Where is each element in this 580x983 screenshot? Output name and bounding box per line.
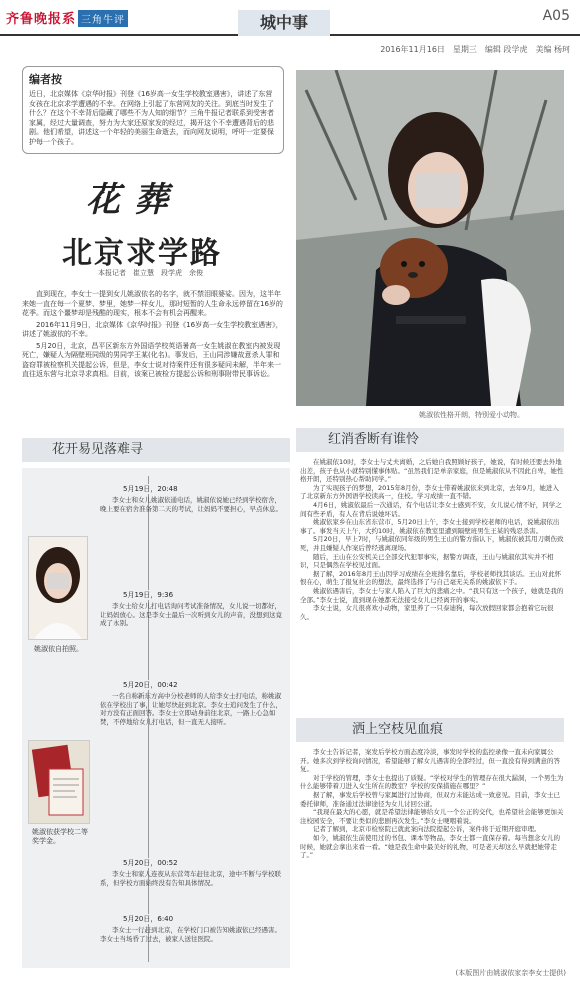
timeline-date: 5月19日，20:48 [120,484,181,494]
timeline-date: 5月20日，00:52 [120,858,181,868]
timeline-text: 李女士和家人连夜从东营驾车赶往北京，途中不断与学校联系，但学校方面始终没有告知具体情况。 [100,870,281,887]
body-paragraph: 如今，姚淑依生前使用过的书包、课本等物品，李女士都一直保存着。每当想念女儿的时候，她就会拿出来看一看。“她是我生命中最美好的礼物，可是老天却这么早就把她带走了。” [300,833,560,860]
body-paragraph: 4月6日，姚淑依最后一次通话，有个电话让李女士感到不安，女儿说心情不好，同学之间有些矛盾，有人在背后说她坏话。 [300,500,562,518]
selfie-caption: 姚淑依自拍照。 [34,645,83,653]
logo-text: 齐鲁晚报 [6,12,63,27]
article-kicker: 花葬 [86,180,182,220]
main-photo [296,70,564,406]
logo-tag: 三角牛评 [78,10,128,27]
body-paragraph: 随后，王山在公安机关已全部交代犯罪事实，据警方调查，王山与姚淑依其实并不相识，只是偶然在学校见过面。 [300,552,554,570]
body-paragraph: 为了实现孩子的梦想，2015年8月份，李女士带着姚淑依来到北京，去年9月，她进入了北京新东方外国语学校读高一，住校。学习成绩一直不错。 [300,483,559,501]
lead-paragraph: 直到现在，李女士一提到女儿姚淑依名的名字，就不禁泪眼婆娑。因为，这半年来她一直在每一个夏梦、梦里，她梦一样女儿，那时短暂的人生命永远停留在16岁的花季。而这个噩梦却是残酷的现实，根本不会有机会再醒来。 [22,290,283,317]
timeline-text: 一名自称新东方高中分校老师的人给李女士打电话，称姚淑依在学校出了事，让她尽快赶到北京。李女士追问发生了什么，对方没有正面回答。李女士立即动身前往北京，一路上心急如焚，不停地给女儿打电话，但一直无人接听。 [100,692,282,726]
timeline-date: 5月20日，00:42 [120,680,181,690]
dateline: 2016年11月16日 星期三 编辑 段学虎 美编 杨珂 [380,45,570,54]
body-paragraph: 5月20日，早上7时，与姚淑依同年级的男生王山的警方指认下，姚淑依被其用刀刺伤致死，并且嫌疑人作案后曾经逃离现场。 [300,535,564,552]
body-paragraph: 记者了解到，北京市检察院已就此案向法院提起公诉，案件将于近期开庭审理。 [313,825,541,834]
body-paragraph: 姚淑依家乡在山东省东营市，5月20日上午，李女士接到学校老师的电话，说姚淑依出事了。事发当天上午，大约10时，姚淑依在教室里遭到隔壁班男生王某的残忍杀害。 [300,518,560,535]
air-section-body [300,748,564,860]
timeline-text: 李女士和女儿姚淑依通电话，姚淑依说她已经到学校宿舍，晚上要在宿舍准备第二天的考试，让妈妈不要担心，早点休息。 [100,496,282,513]
byline: 本报记者 崔立慧 段学虎 余俊 [98,269,203,277]
selfie-photo [28,536,88,640]
editor-note-body: 近日，北京媒体《京华时报》刊登《16岁高一女生学校教室遇害》，讲述了东营女孩在北京求学遭遇的不幸。在网络上引起了东营网友的关注。到底当时发生了什么？在这个不幸背后隐藏了哪些不为人知的细节？三角牛报记者联系到受害者家属，经过大量调查，努力为大家还原家发的经过，揭开这个不幸遭遇背后的悲剧。他们希望，讲述这一个年轻的美丽生命逝去，而向网友说明，呼吁一定要保护每一个孩子。 [29,90,274,146]
girl-with-dog-photo [296,70,564,406]
newspaper-logo [6,8,128,27]
body-paragraph: 对于学校的管理，李女士也提出了质疑。“学校对学生的管理存在很大漏洞，一个男生为什么能够带着刀进入女生所在的教室？学校的安保措施在哪里？” [300,773,564,791]
editor-note-title: 编者按 [29,73,62,86]
red-section-body [300,458,564,621]
body-paragraph: 李女士告诉记者，案发后学校方面态度冷淡，事发时学校的监控录像一直未向家属公开。她多次到学校询问情况，希望能够了解女儿遇害的全部经过，但一直没有得到满意的答复。 [300,748,560,774]
article-title: 北京求学路 [62,236,222,271]
award-photo [28,740,90,824]
logo-suffix: 系 [62,12,77,27]
certificate-image [29,741,89,823]
section-title: 城中事 [238,10,330,36]
section-heading-red: 红消香断有谁怜 [296,428,564,452]
timeline-text: 李女士一行赶到北京，在学校门口被告知姚淑依已经遇害。李女士当场昏了过去，被家人送往医院。 [100,926,281,943]
body-paragraph: 姚淑依遇害后，李女士与家人陷入了巨大的悲痛之中。“我只有这一个孩子，她就是我的全部。”李女士说，直到现在她都无法接受女儿已经离开的事实。 [300,586,564,604]
photo-caption: 姚淑依性格开朗，特别爱小动物。 [419,411,524,419]
body-paragraph: 据了解，2016年8月王山因学习成绩在全班排名靠后，学校老师找其谈话。王山对此怀恨在心，萌生了报复社会的想法，最终选择了与自己毫无关系的姚淑依下手。 [300,569,562,587]
timeline-heading: 花开易见落难寻 [22,438,290,462]
selfie-image [29,537,87,639]
page-number: A05 [542,8,570,24]
photo-credit: (本版图片由姚淑依家亲李女士提供) [455,969,566,977]
body-paragraph: 李女士说，女儿很喜欢小动物，家里养了一只泰迪狗，每次放假回家都会抱着它玩很久。 [300,604,554,621]
award-caption: 姚淑依获学校二等奖学金。 [32,828,88,845]
body-paragraph: 在姚淑依10时，李女士与丈夫离婚，之后她自我照顾好孩子，她说，有时候还要去外地出差，孩子也从小就特别懂事体贴。“虽然我们是单亲家庭，但是姚淑依从不因此自卑，她性格开朗，还特别热心帮助同学。” [300,458,564,484]
lead-paragraph: 5月20日，北京，昌平区新东方外国语学校英语暑高一女生姚淑在教室内被发现死亡，嫌疑人为隔壁班同级的男同学王某(化名)。事发后，王山同涉嫌故意杀人罪和盗窃罪被检察机关提起公诉，但是，李女士说对待案件还有很多疑问未解，半年来一直往返东营与北京寻求真相。目前，该案已被检方提起公诉和刑事附带民事诉讼。 [22,341,281,378]
section-heading-air: 洒上空枝见血痕 [296,718,564,742]
timeline-text: 李女士给女儿打电话询问考试准备情况，女儿说一切都好，让妈妈放心。这是李女士最后一次听到女儿的声音，没想到这竟成了永别。 [100,602,282,628]
masthead [0,0,580,36]
body-paragraph: “我现在最大的心愿，就是希望法律能够给女儿一个公正的交代，也希望社会能够更加关注校园安全，不要让类似的悲剧再次发生。”李女士哽咽着说。 [300,808,564,825]
timeline-date: 5月19日，9:36 [120,590,176,600]
article-lead [22,290,284,382]
timeline-date: 5月20日，6:40 [120,914,176,924]
editor-note [22,66,284,154]
body-paragraph: 据了解，事发后学校曾与家属进行过协商，但双方未能达成一致意见。目前，李女士已委托律师，准备通过法律途径为女儿讨回公道。 [300,790,560,808]
lead-paragraph: 2016年11月9日，北京媒体《京华时报》刊登《16岁高一女生学校教室遇害》，讲述了姚淑依的不幸。 [22,320,283,338]
